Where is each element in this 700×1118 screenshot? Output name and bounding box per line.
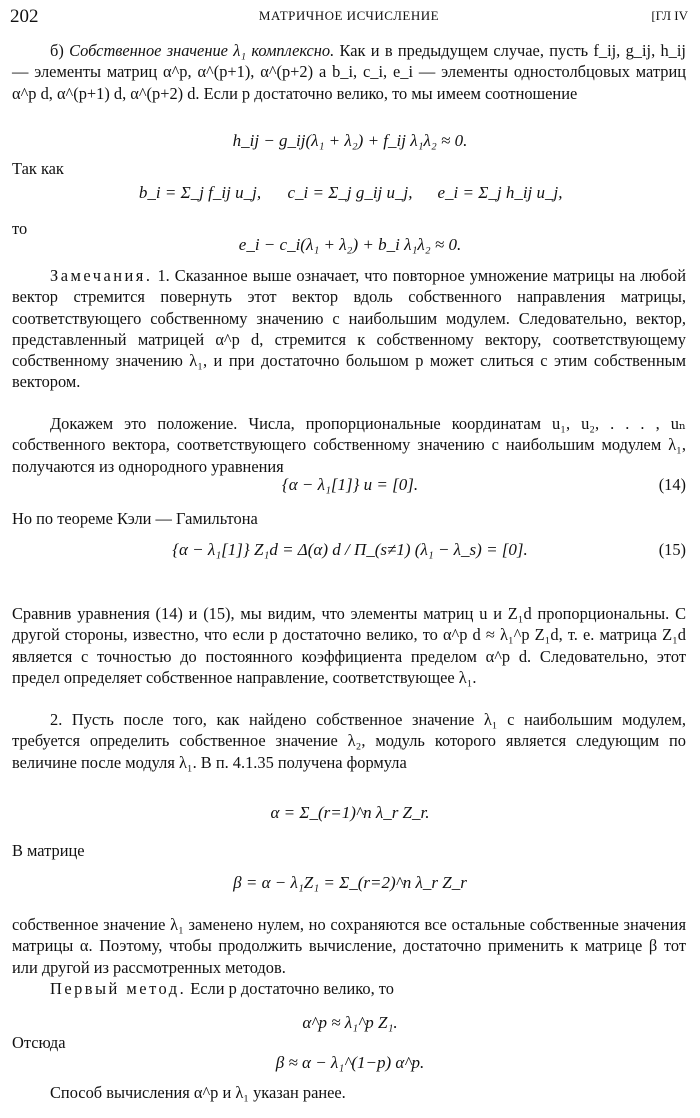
paragraph-prove: Докажем это положение. Числа, пропорциональные координатам u₁, u₂, . . . , uₙ собственного вектора, соответствующего собственному значению с наибольшим модулем λ₁, получаются из однородного уравнения <box>12 414 686 476</box>
equation-14: {α − λ₁[1]} u = [0]. <box>281 475 419 494</box>
case-b-label: б) <box>50 41 64 60</box>
equation-e-relation: e_i − c_i(λ₁ + λ₂) + b_i λ₁λ₂ ≈ 0. <box>238 235 462 254</box>
paragraph-method-note: Способ вычисления α^p и λ₁ указан ранее. <box>50 1083 346 1102</box>
first-method-text: Если p достаточно велико, то <box>190 979 394 998</box>
paragraph-first-method <box>12 978 686 999</box>
tak-kak: Так как <box>12 159 64 178</box>
to: то <box>12 219 28 238</box>
page-number: 202 <box>10 6 39 27</box>
running-title: МАТРИЧНОЕ ИСЧИСЛЕНИЕ <box>258 8 440 23</box>
equation-15: {α − λ₁[1]} Z₁d = Δ(α) d / Π_(s≠1) (λ₁ − λ_s) = [0]. <box>172 540 528 559</box>
first-method-label: Первый метод. <box>50 979 187 998</box>
remark-1-text: 1. Сказанное выше означает, что повторное умножение матрицы на любой вектор стремится повернуть этот вектор вдоль собственного направления матрицы, соответствующего собственному значению с наибольшим модулем. Следовательно, вектор, представленный матрицей α^p d, стремится к собственному вектору, соответствующему собственному значению λ₁, и при достаточно большом p может слиться с этим собственным вектором. <box>12 266 686 392</box>
page-header <box>10 6 688 30</box>
equation-e: e_i = Σ_j h_ij u_j, <box>437 183 563 202</box>
equation-beta-approx: β ≈ α − λ₁^(1−p) α^p. <box>275 1053 425 1072</box>
equation-beta: β = α − λ₁Z₁ = Σ_(r=2)^n λ_r Z_r <box>233 873 467 892</box>
chapter-label: [ГЛ IV <box>651 8 688 23</box>
paragraph-compare: Сравнив уравнения (14) и (15), мы видим, что элементы матриц u и Z₁d пропорциональны. С другой стороны, известно, что если p достаточно велико, то α^p d ≈ λ₁^p Z₁d, т. е. матрица Z₁d является с точностью до постоянного коэффициента пределом α^p d. Следовательно, этот предел определяет собственное направление, соответствующее λ₁. <box>12 604 686 687</box>
remarks-label: Замечания. <box>50 266 153 285</box>
cayley-hamilton: Но по теореме Кэли — Гамильтона <box>12 509 258 528</box>
case-b-text: Как и в предыдущем случае, пусть f_ij, g_ij, h_ij — элементы матриц α^p, α^(p+1), α^(p+2) а b_i, c_i, e_i — элементы одностолбцовых матриц α^p d, α^(p+1) d, α^(p+2) d. Если p достаточно велико, то мы имеем соотношение <box>12 41 686 103</box>
in-matrix: В матрице <box>12 841 85 860</box>
equation-15-number: (15) <box>658 540 686 559</box>
paragraph-remark-2: 2. Пусть после того, как найдено собственное значение λ₁ с наибольшим модулем, требуется определить собственное значение λ₂, модуль которого является следующим по величине после модуля λ₁. В п. 4.1.35 получена формула <box>12 710 686 772</box>
hence: Отсюда <box>12 1033 66 1052</box>
equation-14-number: (14) <box>658 475 686 494</box>
equation-alpha-sum: α = Σ_(r=1)^n λ_r Z_r. <box>270 803 430 822</box>
equation-alpha-p: α^p ≈ λ₁^p Z₁. <box>302 1013 398 1032</box>
equation-c: c_i = Σ_j g_ij u_j, <box>287 183 413 202</box>
case-b-title: Собственное значение λ₁ комплексно. <box>69 41 335 60</box>
equation-b: b_i = Σ_j f_ij u_j, <box>138 183 262 202</box>
paragraph-case-b <box>12 40 686 104</box>
paragraph-replaced: собственное значение λ₁ заменено нулем, но сохраняются все остальные собственные значения матрицы α. Поэтому, чтобы продолжить вычисление, достаточно применить к матрице β тот или другой из рассмотренных методов. <box>12 915 686 977</box>
paragraph-remark-1 <box>12 265 686 393</box>
equation-relation: h_ij − g_ij(λ₁ + λ₂) + f_ij λ₁λ₂ ≈ 0. <box>232 131 468 150</box>
